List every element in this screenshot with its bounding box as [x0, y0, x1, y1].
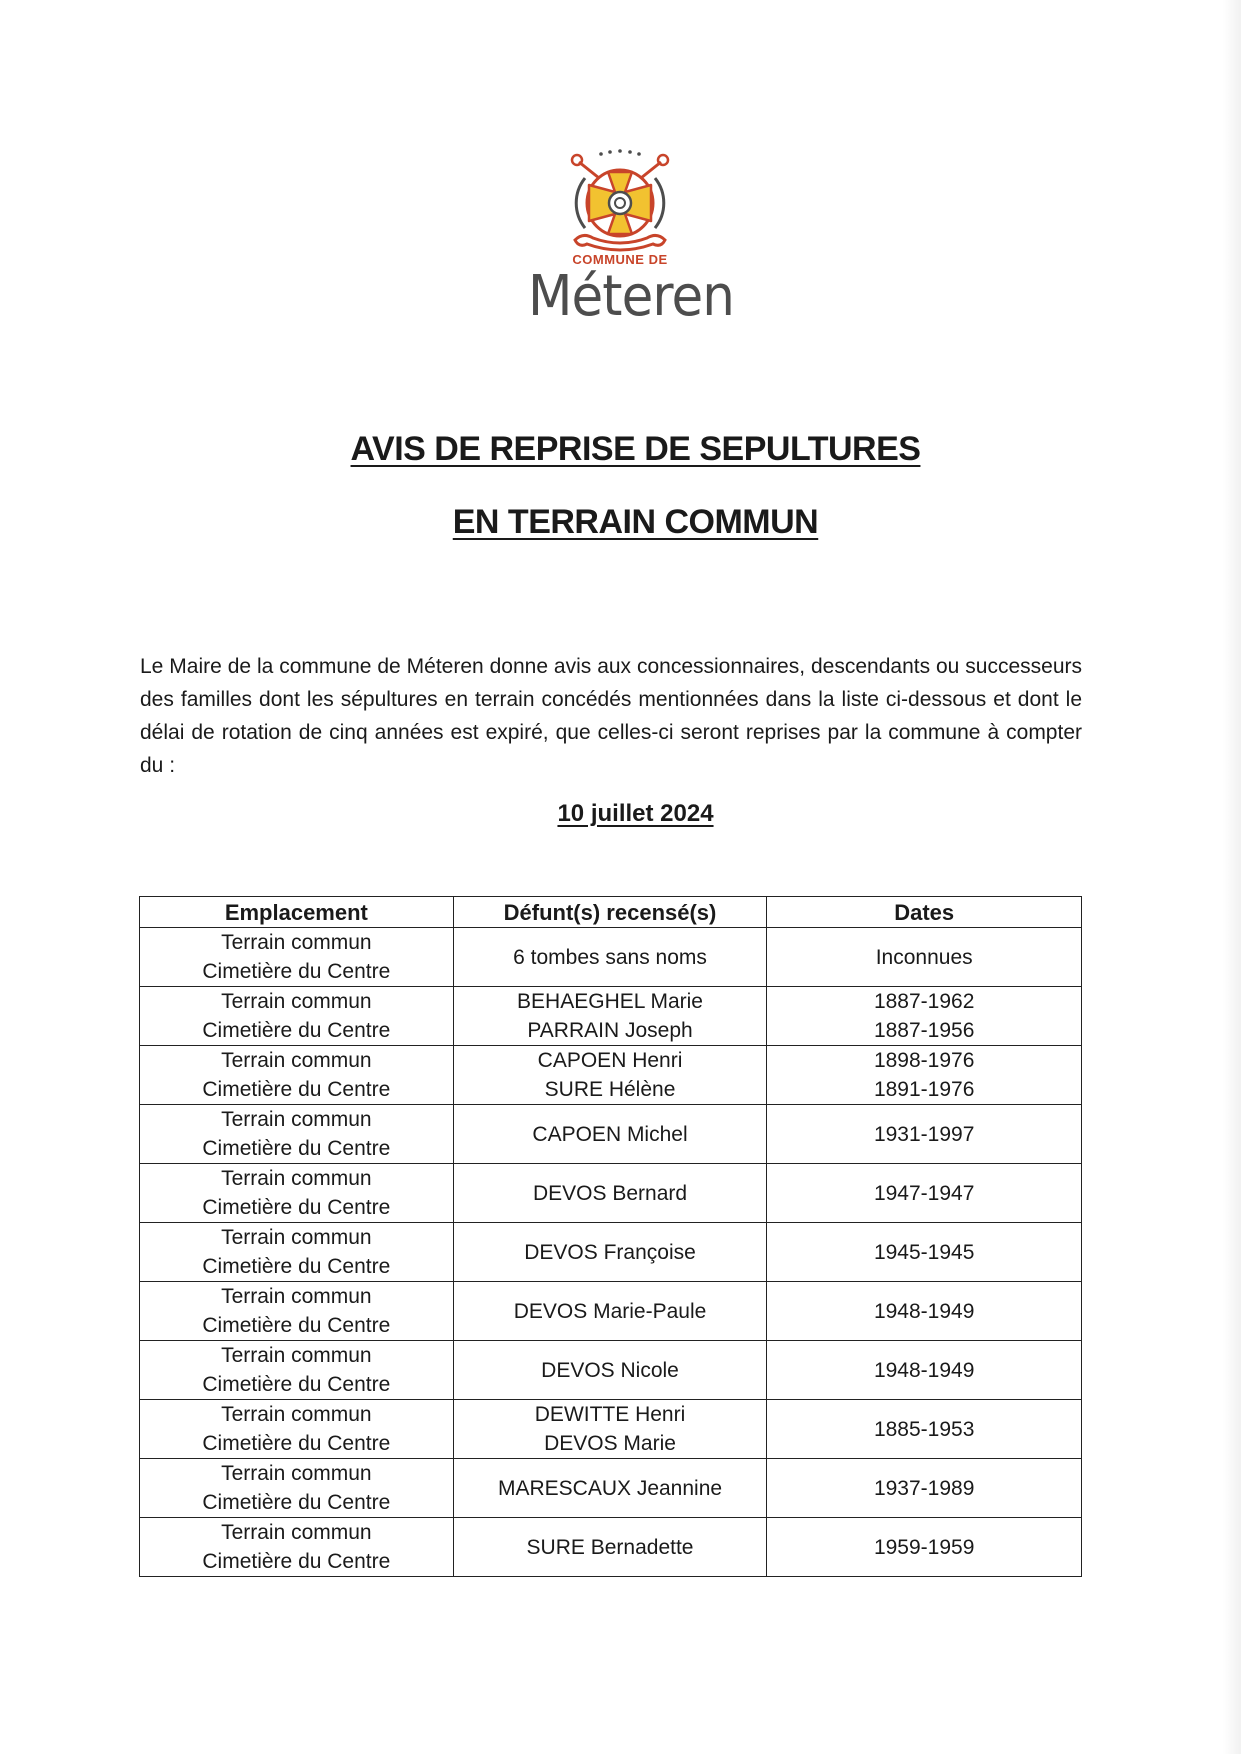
date-range: 1885-1953: [873, 1417, 975, 1441]
deceased-name: DEWITTE Henri: [534, 1403, 686, 1426]
location-line: Terrain commun: [221, 1462, 372, 1485]
location-line: Cimetière du Centre: [202, 1019, 391, 1042]
location-line: Cimetière du Centre: [202, 1137, 391, 1160]
table-row: [140, 1046, 1082, 1105]
location-line: Terrain commun: [221, 1226, 372, 1249]
location-line: Terrain commun: [221, 1521, 372, 1544]
cell-location: [140, 1400, 454, 1459]
table-row: [140, 928, 1082, 987]
deceased-name: CAPOEN Michel: [532, 1122, 688, 1146]
graves-table: [139, 896, 1082, 1577]
cell-deceased: [453, 987, 767, 1046]
table-row: [140, 1282, 1082, 1341]
table-row: [140, 1341, 1082, 1400]
location-line: Cimetière du Centre: [202, 1314, 391, 1337]
deceased-name: MARESCAUX Jeannine: [497, 1476, 723, 1500]
date-range: 1887-1956: [873, 1019, 975, 1042]
cell-dates: [767, 1105, 1082, 1164]
deceased-name: CAPOEN Henri: [537, 1049, 683, 1072]
location-line: Cimetière du Centre: [202, 1550, 391, 1573]
deceased-name: DEVOS Bernard: [532, 1181, 688, 1205]
notice-title-line-2: EN TERRAIN COMMUN: [452, 503, 819, 541]
cell-dates: [767, 1046, 1082, 1105]
deceased-name: DEVOS Nicole: [541, 1358, 679, 1382]
cell-dates: [767, 1518, 1082, 1577]
cell-location: [140, 1282, 454, 1341]
deceased-name: DEVOS Marie: [544, 1432, 676, 1455]
table-row: [140, 1105, 1082, 1164]
cell-location: [140, 1046, 454, 1105]
cell-dates: [767, 1223, 1082, 1282]
cell-deceased: [453, 1282, 767, 1341]
date-range: 1887-1962: [873, 990, 975, 1013]
cell-dates: [767, 1341, 1082, 1400]
location-line: Cimetière du Centre: [202, 960, 391, 983]
table-row: [140, 987, 1082, 1046]
date-range: 1959-1959: [873, 1535, 975, 1559]
location-line: Terrain commun: [221, 1344, 372, 1367]
table-row: [140, 1164, 1082, 1223]
cell-dates: [767, 987, 1082, 1046]
column-header-dates: Dates: [767, 897, 1082, 928]
location-line: Terrain commun: [221, 1167, 372, 1190]
effective-date: 10 juillet 2024: [557, 800, 714, 827]
table-row: [140, 1223, 1082, 1282]
cell-location: [140, 987, 454, 1046]
date-range: 1945-1945: [873, 1240, 975, 1264]
column-header-deceased: Défunt(s) recensé(s): [453, 897, 767, 928]
cell-location: [140, 1223, 454, 1282]
cell-deceased: [453, 1105, 767, 1164]
cell-deceased: [453, 1518, 767, 1577]
cell-dates: [767, 1400, 1082, 1459]
cell-deceased: [453, 1046, 767, 1105]
deceased-name: BEHAEGHEL Marie: [517, 990, 703, 1013]
deceased-name: 6 tombes sans noms: [513, 945, 707, 969]
cell-deceased: [453, 1223, 767, 1282]
cell-location: [140, 1518, 454, 1577]
cell-location: [140, 1105, 454, 1164]
date-range: 1948-1949: [873, 1358, 975, 1382]
cell-dates: [767, 1282, 1082, 1341]
date-range: Inconnues: [875, 945, 973, 969]
cell-deceased: [453, 1400, 767, 1459]
date-range: 1931-1997: [873, 1122, 975, 1146]
date-range: 1937-1989: [873, 1476, 975, 1500]
page-edge-shadow: [1223, 0, 1241, 1754]
date-range: 1947-1947: [873, 1181, 975, 1205]
column-header-location: Emplacement: [140, 897, 454, 928]
deceased-name: DEVOS Marie-Paule: [513, 1299, 707, 1323]
location-line: Terrain commun: [221, 1108, 372, 1131]
cell-deceased: [453, 1164, 767, 1223]
location-line: Cimetière du Centre: [202, 1432, 391, 1455]
location-line: Terrain commun: [221, 1285, 372, 1308]
commune-prefix: COMMUNE DE: [572, 252, 668, 267]
location-line: Terrain commun: [221, 990, 372, 1013]
deceased-name: SURE Hélène: [544, 1078, 676, 1101]
cell-location: [140, 928, 454, 987]
location-line: Cimetière du Centre: [202, 1491, 391, 1514]
date-range: 1948-1949: [873, 1299, 975, 1323]
location-line: Cimetière du Centre: [202, 1078, 391, 1101]
cell-dates: [767, 1459, 1082, 1518]
cell-location: [140, 1459, 454, 1518]
date-range: 1898-1976: [873, 1049, 975, 1072]
commune-logo: [520, 148, 735, 348]
cell-location: [140, 1341, 454, 1400]
intro-paragraph: Le Maire de la commune de Méteren donne avis aux concessionnaires, descendants ou successeurs des familles dont les sépultures en terrain concédés mentionnées dans la liste ci-dessous et dont le délai de rotation de cinq années est expiré, que celles-ci seront reprises par la commune à compter du :: [140, 655, 1082, 777]
location-line: Cimetière du Centre: [202, 1196, 391, 1219]
coat-of-arms-icon: [565, 148, 675, 253]
date-range: 1891-1976: [873, 1078, 975, 1101]
cell-dates: [767, 928, 1082, 987]
table-row: [140, 1459, 1082, 1518]
location-line: Terrain commun: [221, 931, 372, 954]
table-header-row: [140, 897, 1082, 928]
location-line: Cimetière du Centre: [202, 1373, 391, 1396]
notice-title-line-1: AVIS DE REPRISE DE SEPULTURES: [350, 430, 921, 468]
location-line: Cimetière du Centre: [202, 1255, 391, 1278]
deceased-name: DEVOS Françoise: [524, 1240, 696, 1264]
cell-location: [140, 1164, 454, 1223]
cell-deceased: [453, 928, 767, 987]
table-row: [140, 1400, 1082, 1459]
cell-dates: [767, 1164, 1082, 1223]
cell-deceased: [453, 1341, 767, 1400]
location-line: Terrain commun: [221, 1049, 372, 1072]
deceased-name: PARRAIN Joseph: [527, 1019, 693, 1042]
location-line: Terrain commun: [221, 1403, 372, 1426]
table-row: [140, 1518, 1082, 1577]
commune-wordmark: Méteren: [528, 264, 735, 329]
deceased-name: SURE Bernadette: [526, 1535, 694, 1559]
cell-deceased: [453, 1459, 767, 1518]
